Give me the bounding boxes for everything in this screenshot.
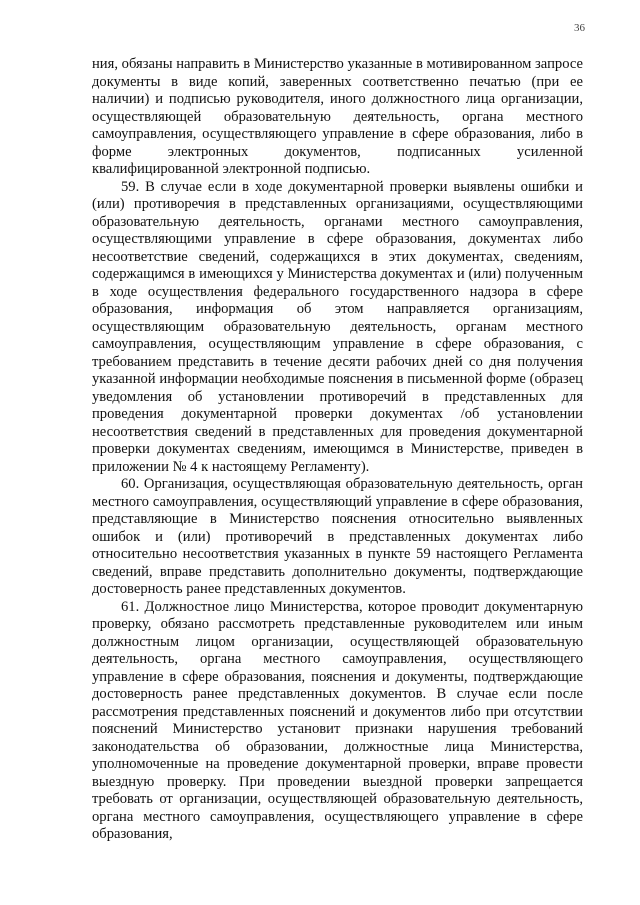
paragraph-60: 60. Организация, осуществляющая образовательную деятельность, орган местного самоуправления, осуществляющий управление в сфере образования, представляющие в Министерство пояснения относительно выявленных ошибок и (или) противоречий в представленных документах либо относительно несоответствия указанных в пункте 59 настоящего Регламента сведений, вправе представить дополнительно документы, подтверждающие достоверность ранее представленных документов. bbox=[92, 476, 583, 597]
document-body bbox=[92, 56, 583, 844]
paragraph-61: 61. Должностное лицо Министерства, которое проводит документарную проверку, обязано рассмотреть представленные руководителем или иным должностным лицом организации, осуществляющей образовательную деятельность, органа местного самоуправления, осуществляющего управление в сфере образования, пояснения и документы, подтверждающие достоверность ранее представленных документов. В случае если после рассмотрения представленных пояснений и документов либо при отсутствии пояснений Министерство установит признаки нарушения требований законодательства об образовании, должностные лица Министерства, уполномоченные на проведение документарной проверки, вправе провести выездную проверку. При проведении выездной проверки запрещается требовать от организации, осуществляющей образовательную деятельность, органа местного самоуправления, осуществляющего управление в сфере образования, bbox=[92, 598, 583, 842]
paragraph-continuation: ния, обязаны направить в Министерство указанные в мотивированном запросе документы в виде копий, заверенных соответственно печатью (при ее наличии) и подписью руководителя, иного должностного лица организации, осуществляющей образовательную деятельность, органа местного самоуправления, осуществляющего управление в сфере образования, либо в форме электронных документов, подписанных усиленной квалифицированной электронной подписью. bbox=[92, 56, 583, 177]
page-number: 36 bbox=[574, 22, 585, 34]
paragraph-59: 59. В случае если в ходе документарной проверки выявлены ошибки и (или) противоречия в представленных организациями, осуществляющими образовательную деятельность, органами местного самоуправления, осуществляющими управление в сфере образования, документах либо несоответствие сведений, содержащихся в этих документах, сведениям, содержащимся в имеющихся у Министерства документах и (или) полученным в ходе осуществления федерального государственного надзора в сфере образования, информация об этом направляется организациям, осуществляющим образовательную деятельность, органам местного самоуправления, осуществляющим управление в сфере образования, с требованием представить в течение десяти рабочих дней со дня получения указанной информации необходимые пояснения в письменной форме (образец уведомления об установлении противоречий в представленных для проведения документарной проверки документах /об установлении несоответствия сведений в представленных для проведения документарной проверки документах сведениям, имеющимся в Министерстве, приведен в приложении № 4 к настоящему Регламенту). bbox=[92, 178, 583, 475]
